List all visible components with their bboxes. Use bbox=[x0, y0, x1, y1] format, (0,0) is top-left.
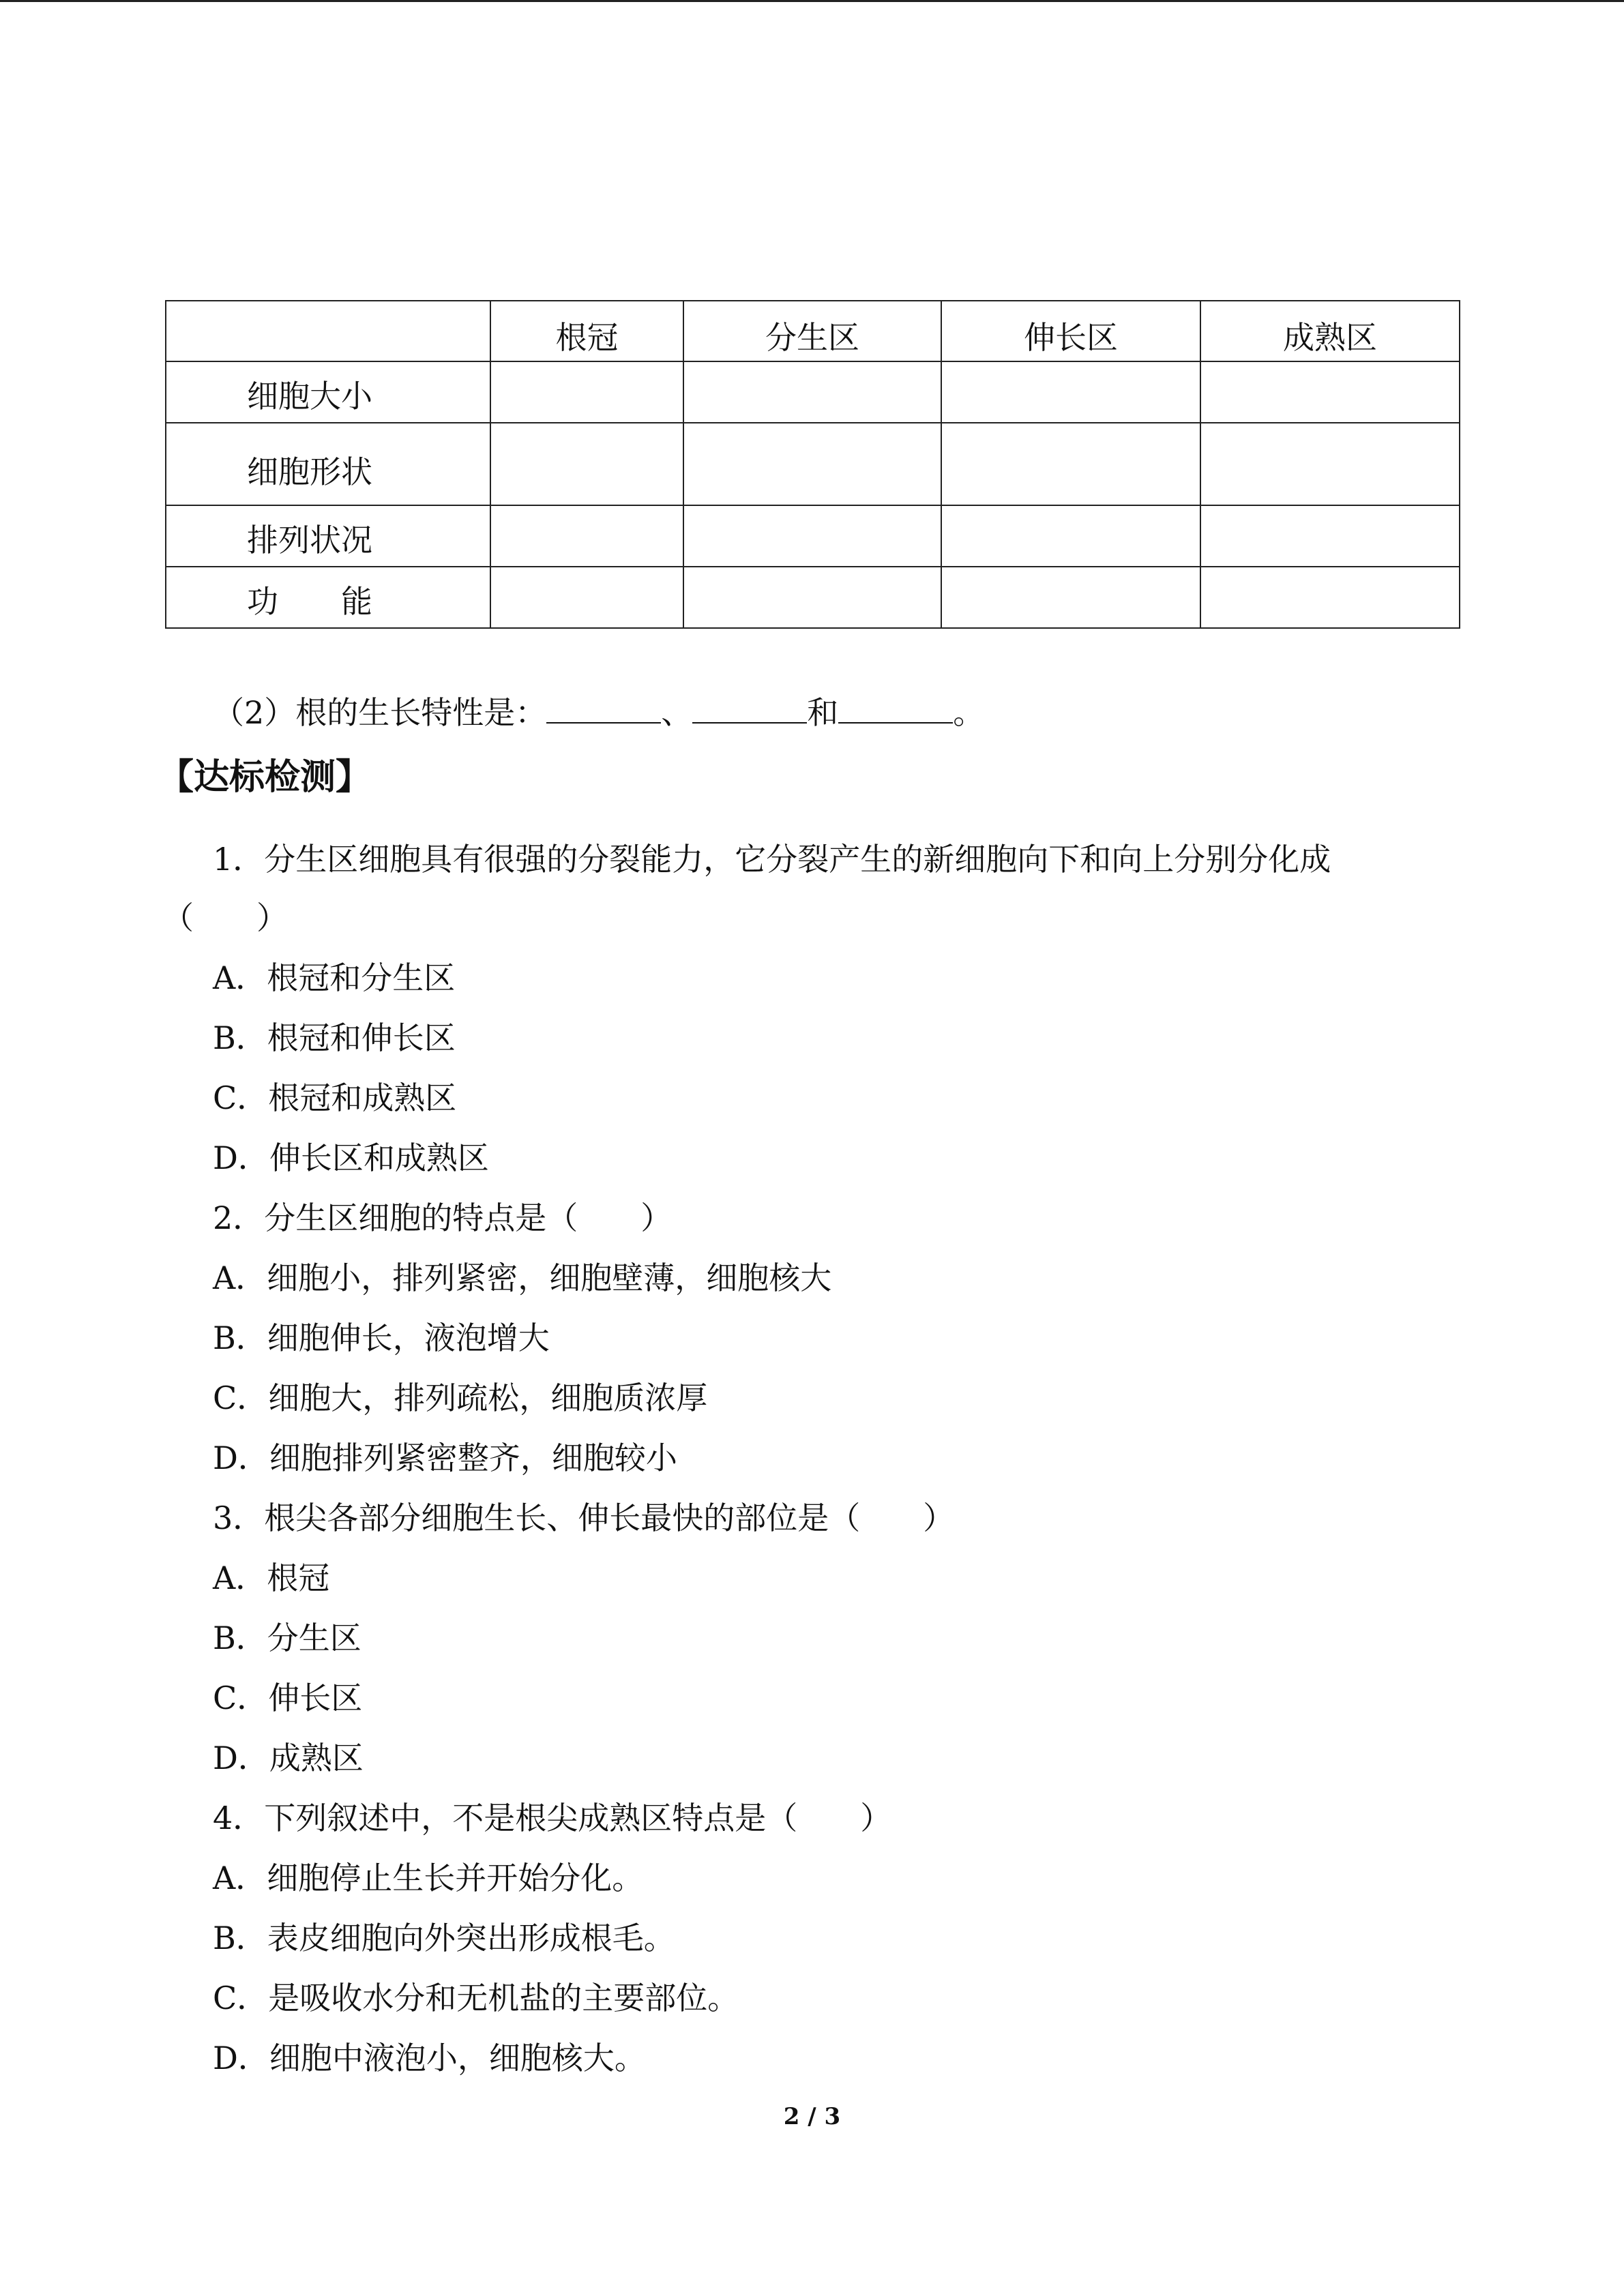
fill-in-blank-1[interactable] bbox=[546, 692, 661, 724]
table-row bbox=[166, 361, 1460, 423]
row-label-arrangement: 排列状况 bbox=[166, 505, 490, 567]
question-3-stem: 3．根尖各部分细胞生长、伸长最快的部位是（ ） bbox=[213, 1500, 955, 1536]
question-4-stem: 4．下列叙述中，不是根尖成熟区特点是（ ） bbox=[213, 1800, 892, 1836]
question-1-option-b[interactable]: B．根冠和伸长区 bbox=[213, 1019, 456, 1056]
root-zone-table bbox=[165, 300, 1460, 629]
table-header-empty bbox=[166, 301, 490, 361]
page-number: 2 / 3 bbox=[783, 2103, 841, 2130]
question-4-option-c[interactable]: C．是吸收水分和无机盐的主要部位。 bbox=[213, 1980, 739, 2016]
question-2-stem: 2．分生区细胞的特点是（ ） bbox=[213, 1199, 673, 1236]
question-1-stem: 1．分生区细胞具有很强的分裂能力，它分裂产生的新细胞向下和向上分别分化成 bbox=[213, 841, 1331, 878]
table-header-root-cap: 根冠 bbox=[490, 301, 683, 361]
table-row bbox=[166, 505, 1460, 567]
question-2-option-c[interactable]: C．细胞大，排列疏松，细胞质浓厚 bbox=[213, 1380, 708, 1416]
table-header-row bbox=[166, 301, 1460, 361]
question-3-option-d[interactable]: D．成熟区 bbox=[213, 1740, 364, 1776]
question-3-option-b[interactable]: B．分生区 bbox=[213, 1620, 361, 1656]
table-cell[interactable] bbox=[683, 361, 941, 423]
question-3-option-a[interactable]: A．根冠 bbox=[213, 1560, 330, 1596]
section-title: 【达标检测】 bbox=[158, 757, 372, 798]
question-3-option-c[interactable]: C．伸长区 bbox=[213, 1680, 363, 1716]
table-cell[interactable] bbox=[683, 423, 941, 505]
question-1-option-a[interactable]: A．根冠和分生区 bbox=[213, 959, 456, 996]
fill-in-question bbox=[213, 692, 984, 733]
table-cell[interactable] bbox=[1200, 567, 1460, 628]
question-1-paren: （ ） bbox=[162, 899, 288, 936]
table-cell[interactable] bbox=[941, 361, 1200, 423]
table-row bbox=[166, 423, 1460, 505]
question-1-option-d[interactable]: D．伸长区和成熟区 bbox=[213, 1139, 489, 1176]
question-4-option-d[interactable]: D．细胞中液泡小，细胞核大。 bbox=[213, 2040, 646, 2076]
table-cell[interactable] bbox=[683, 567, 941, 628]
table-header-elongation-zone: 伸长区 bbox=[941, 301, 1200, 361]
question-2-option-a[interactable]: A．细胞小，排列紧密，细胞壁薄，细胞核大 bbox=[213, 1259, 832, 1296]
table-cell[interactable] bbox=[941, 567, 1200, 628]
table-cell[interactable] bbox=[1200, 423, 1460, 505]
fill-in-prefix: （2）根的生长特性是： bbox=[213, 694, 547, 731]
question-2-option-b[interactable]: B．细胞伸长，液泡增大 bbox=[213, 1320, 550, 1356]
question-1-option-c[interactable]: C．根冠和成熟区 bbox=[213, 1079, 457, 1116]
row-label-function: 功 能 bbox=[166, 567, 490, 628]
table-header-maturation-zone: 成熟区 bbox=[1200, 301, 1460, 361]
table-cell[interactable] bbox=[683, 505, 941, 567]
row-label-cell-shape: 细胞形状 bbox=[166, 423, 490, 505]
fill-in-end: 。 bbox=[953, 694, 985, 731]
fill-in-sep-1: 、 bbox=[661, 694, 693, 731]
table-cell[interactable] bbox=[490, 423, 683, 505]
question-4-option-b[interactable]: B．表皮细胞向外突出形成根毛。 bbox=[213, 1920, 675, 1956]
question-2-option-d[interactable]: D．细胞排列紧密整齐，细胞较小 bbox=[213, 1440, 677, 1476]
table-cell[interactable] bbox=[490, 361, 683, 423]
fill-in-blank-3[interactable] bbox=[838, 692, 953, 724]
question-4-option-a[interactable]: A．细胞停止生长并开始分化。 bbox=[213, 1860, 644, 1896]
fill-in-sep-2: 和 bbox=[807, 694, 839, 731]
table-cell[interactable] bbox=[490, 505, 683, 567]
table-cell[interactable] bbox=[1200, 505, 1460, 567]
top-border-line bbox=[0, 0, 1624, 2]
table-row bbox=[166, 567, 1460, 628]
table-cell[interactable] bbox=[1200, 361, 1460, 423]
fill-in-blank-2[interactable] bbox=[692, 692, 807, 724]
table-cell[interactable] bbox=[490, 567, 683, 628]
table-cell[interactable] bbox=[941, 423, 1200, 505]
row-label-cell-size: 细胞大小 bbox=[166, 361, 490, 423]
table-cell[interactable] bbox=[941, 505, 1200, 567]
table-header-meristem-zone: 分生区 bbox=[683, 301, 941, 361]
